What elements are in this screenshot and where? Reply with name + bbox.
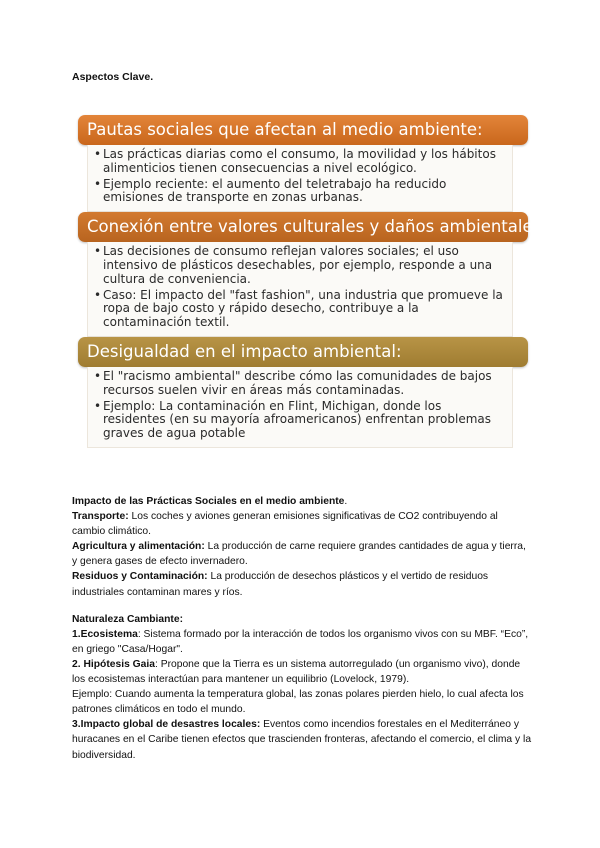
bullet-icon: •	[94, 398, 102, 413]
impact-heading: Impacto de las Prácticas Sociales en el medio ambiente.	[72, 496, 348, 507]
bullet-item: • Caso: El impacto del "fast fashion", una industria que promueve la ropa de bajo costo y rápido desecho, contribuye a la contaminación textil.	[94, 287, 503, 330]
bullet-icon: •	[94, 368, 102, 383]
nature-heading: Naturaleza Cambiante:	[72, 613, 184, 625]
nature-item-gaia: 2. Hipótesis Gaia: Propone que la Tierra es un sistema autorregulado (un organismo vivo), donde los ecosistemas interactúan para mantener un equilibrio (Lovelock, 1979).	[72, 658, 521, 686]
section-body	[87, 367, 513, 448]
page-title: Aspectos Clave.	[72, 71, 154, 83]
bullet-item: • Las decisiones de consumo reflejan valores sociales; el uso intensivo de plásticos desechables, por ejemplo, responde a una cultura de conveniencia.	[94, 244, 493, 286]
bullet-icon: •	[94, 244, 102, 259]
bullet-icon: •	[94, 147, 102, 161]
bullet-item: • Ejemplo reciente: el aumento del teletrabajo ha reducido emisiones de transporte en zonas urbanas.	[94, 176, 447, 205]
bullet-icon: •	[94, 176, 102, 191]
diagram-section-cultural-values	[78, 212, 547, 337]
section-heading: Pautas sociales que afectan al medio ambiente:	[78, 115, 528, 145]
nature-item-disasters: 3.Impacto global de desastres locales: Eventos como incendios forestales en el Mediterráneo y huracanes en el Caribe tienen efectos que trascienden fronteras, afectando el comercio, el clima y la biodiversidad.	[72, 719, 532, 761]
section-body	[87, 242, 513, 337]
nature-item-ecosystem: 1.Ecosistema: Sistema formado por la interacción de todos los organismo vivos con su MBF. “Eco”, en griego "Casa/Hogar".	[72, 628, 529, 655]
section-body	[87, 145, 513, 212]
bullet-item: • Las prácticas diarias como el consumo, la movilidad y los hábitos alimenticios tienen consecuencias a nivel ecológico.	[94, 147, 496, 175]
impact-item-transport: Transporte: Los coches y aviones generan emisiones significativas de CO2 contribuyendo al cambio climático.	[72, 511, 498, 538]
section-heading: Desigualdad en el impacto ambiental:	[78, 337, 528, 367]
impact-item-agriculture: Agricultura y alimentación: La producción de carne requiere grandes cantidades de agua y tierra, y genera gases de efecto invernadero.	[72, 541, 526, 568]
diagram-section-social-patterns	[78, 115, 528, 212]
document-body	[72, 494, 532, 763]
key-aspects-diagram	[78, 115, 547, 448]
bullet-item: • El "racismo ambiental" describe cómo las comunidades de bajos recursos suelen vivir en áreas más contaminadas.	[94, 368, 492, 397]
diagram-section-inequality	[78, 337, 528, 448]
bullet-icon: •	[94, 287, 102, 302]
impact-item-waste: Residuos y Contaminación: La producción de desechos plásticos y el vertido de residuos industriales contaminan mares y ríos.	[72, 571, 489, 598]
bullet-item: • Ejemplo: La contaminación en Flint, Michigan, donde los residentes (en su mayoría afroamericanos) enfrentan problemas graves de agua potable	[94, 398, 492, 441]
nature-example: Ejemplo: Cuando aumenta la temperatura global, las zonas polares pierden hielo, lo cual afecta los patrones climáticos en todo el mundo.	[72, 689, 524, 716]
section-heading: Conexión entre valores culturales y daños ambientales:	[78, 212, 528, 242]
